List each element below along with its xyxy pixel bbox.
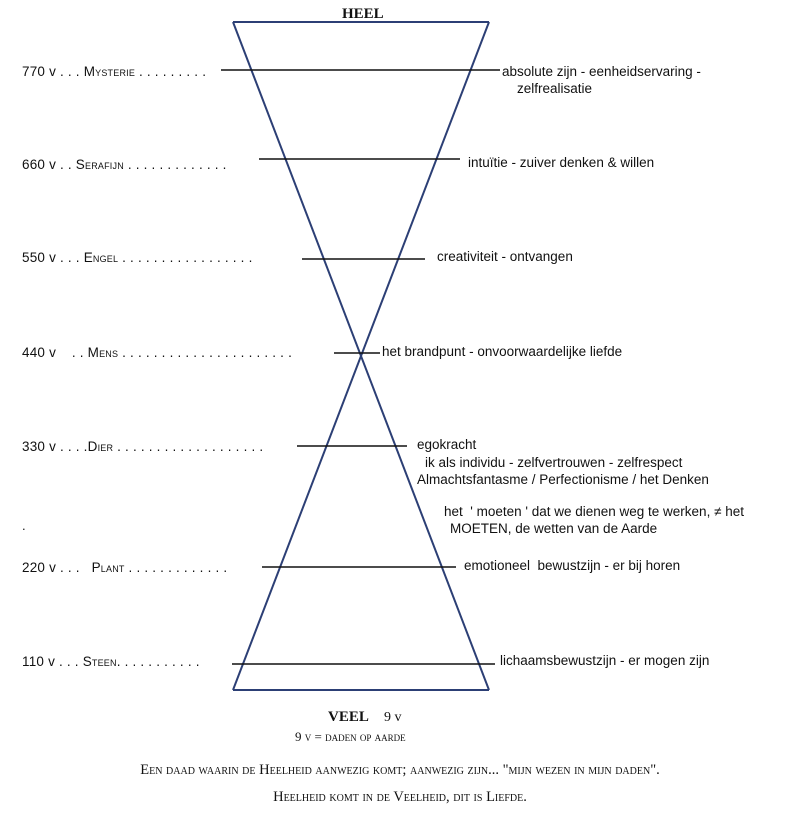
desc-550: creativiteit - ontvangen bbox=[437, 249, 573, 264]
desc-770-line1: absolute zijn - eenheidservaring - bbox=[502, 64, 701, 79]
level-label-440 bbox=[22, 345, 292, 360]
extra-note-line2: MOETEN, de wetten van de Aarde bbox=[450, 521, 658, 536]
level-vibration: 330 v . . . . bbox=[22, 439, 88, 454]
level-dots: . . . . . . . . . bbox=[135, 64, 207, 79]
top-label-heel: HEEL bbox=[342, 6, 384, 22]
desc-770-line2: zelfrealisatie bbox=[517, 81, 593, 96]
level-dots: . . . . . . . . . . . . . . . . . . . bbox=[113, 439, 264, 454]
level-vibration: 660 v . . bbox=[22, 157, 76, 172]
level-vibration: 770 v . . . bbox=[22, 64, 84, 79]
level-dots: . . . . . . . . . . . bbox=[116, 654, 200, 669]
desc-110: lichaamsbewustzijn - er mogen zijn bbox=[500, 653, 710, 668]
level-name: Engel bbox=[83, 250, 119, 265]
level-name: Mysterie bbox=[83, 64, 136, 79]
level-vibration: 220 v . . . bbox=[22, 560, 92, 575]
desc-440: het brandpunt - onvoorwaardelijke liefde bbox=[382, 344, 623, 359]
level-dots: . . . . . . . . . . . . . . . . . bbox=[118, 250, 253, 265]
level-label-660 bbox=[22, 157, 227, 172]
level-name: Serafijn bbox=[75, 157, 124, 172]
bottom-note: 9 v = daden op aarde bbox=[295, 729, 406, 744]
bottom-label-veel: VEEL bbox=[328, 709, 369, 725]
level-vibration: 440 v . . bbox=[22, 345, 88, 360]
desc-330-line2: ik als individu - zelfvertrouwen - zelfrespect bbox=[425, 455, 683, 470]
level-vibration: 110 v . . . bbox=[22, 654, 83, 669]
desc-660: intuïtie - zuiver denken & willen bbox=[468, 155, 655, 170]
bottom-value: 9 v bbox=[384, 710, 402, 725]
level-label-110 bbox=[22, 654, 200, 669]
level-vibration: 550 v . . . bbox=[22, 250, 84, 265]
level-name: Mens bbox=[87, 345, 119, 360]
stray-dot: . bbox=[22, 518, 26, 533]
level-dots: . . . . . . . . . . . . . . . . . . . . . . bbox=[118, 345, 293, 360]
desc-220: emotioneel bewustzijn - er bij horen bbox=[464, 558, 681, 573]
level-dots: . . . . . . . . . . . . . bbox=[123, 157, 227, 172]
level-label-550 bbox=[22, 250, 253, 265]
level-name: Steen bbox=[82, 654, 117, 669]
level-label-330 bbox=[22, 439, 263, 454]
level-label-220 bbox=[22, 560, 227, 575]
level-dots: . . . . . . . . . . . . . bbox=[124, 560, 228, 575]
footer-line-2: Heelheid komt in de Veelheid, dit is Liefde. bbox=[273, 789, 527, 805]
footer-line-1: Een daad waarin de Heelheid aanwezig komt; aanwezig zijn... "mijn wezen in mijn daden". bbox=[140, 762, 660, 778]
desc-330-line3: Almachtsfantasme / Perfectionisme / het Denken bbox=[417, 472, 709, 487]
extra-note-line1: het ' moeten ' dat we dienen weg te werken, ≠ het bbox=[444, 504, 744, 519]
desc-330-line1: egokracht bbox=[417, 437, 477, 452]
level-name: Dier bbox=[87, 439, 114, 454]
level-label-770 bbox=[22, 64, 206, 79]
level-name: Plant bbox=[91, 560, 125, 575]
